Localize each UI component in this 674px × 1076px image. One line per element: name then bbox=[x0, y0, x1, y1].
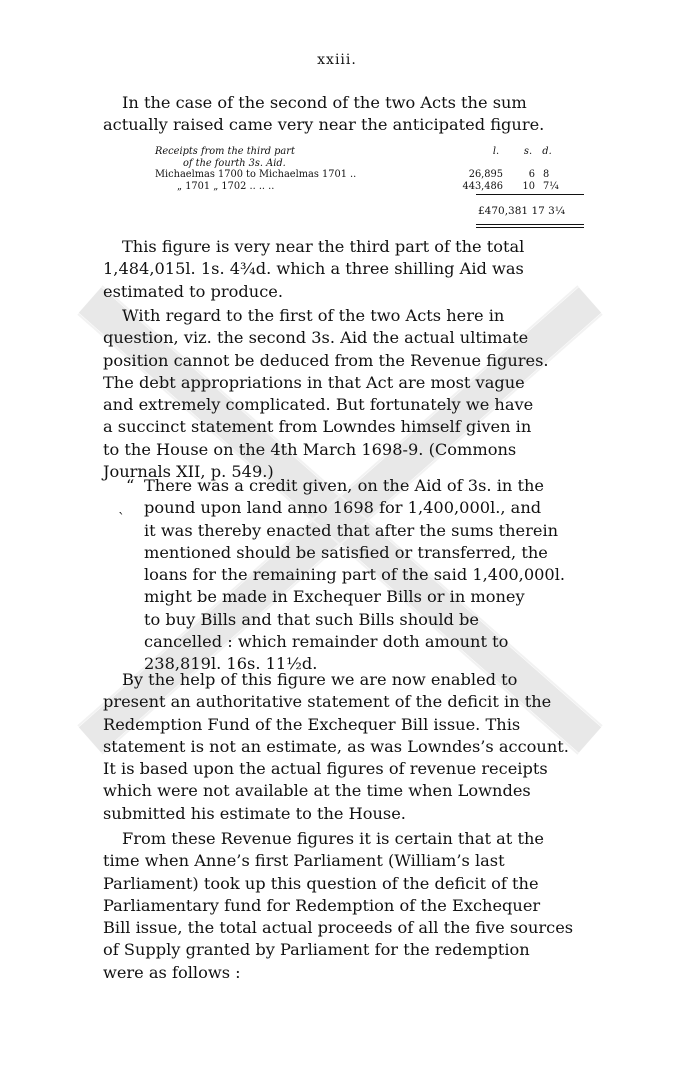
text-line: In the case of the second of the two Acts the sum bbox=[122, 93, 527, 112]
text-line: and extremely complicated. But fortunately we have bbox=[103, 395, 534, 415]
text-line: estimated to produce. bbox=[103, 281, 283, 301]
divider bbox=[476, 227, 584, 228]
text-line: to buy Bills and that such Bills should be bbox=[144, 609, 479, 629]
receipts-table bbox=[155, 146, 585, 192]
row-pounds: 26,895 bbox=[468, 169, 503, 180]
text-line: 1,484,015l. 1s. 4¾d. which a three shilling Aid was bbox=[103, 259, 524, 279]
column-header-pounds: l. bbox=[492, 146, 500, 157]
table-heading: of the fourth 3s. Aid. bbox=[183, 157, 286, 169]
text-line: which were not available at the time when Lowndes bbox=[103, 781, 531, 801]
text-line: Journals XII, p. 549.) bbox=[103, 462, 274, 482]
text-line: pound upon land anno 1698 for 1,400,000l., and bbox=[144, 498, 542, 518]
column-header-shillings: s. bbox=[523, 146, 533, 157]
text-line: Redemption Fund of the Exchequer Bill issue. This bbox=[103, 714, 521, 734]
text-line: From these Revenue figures it is certain that at the bbox=[122, 829, 544, 848]
text-line: time when Anne’s first Parliament (William’s last bbox=[103, 851, 505, 871]
text-line: Bill issue, the total actual proceeds of all the five sources bbox=[103, 918, 574, 938]
divider bbox=[476, 224, 584, 225]
text-line: The debt appropriations in that Act are most vague bbox=[103, 372, 525, 392]
stray-mark: ` bbox=[118, 511, 125, 527]
text-line: There was a credit given, on the Aid of 3s. in the bbox=[144, 476, 544, 495]
row-label: „ 1701 „ 1702 .. .. .. bbox=[177, 180, 275, 192]
row-shillings: 6 bbox=[528, 169, 535, 180]
text-line: It is based upon the actual figures of revenue receipts bbox=[103, 759, 548, 779]
divider bbox=[476, 194, 584, 195]
text-line: it was thereby enacted that after the sums therein bbox=[144, 520, 559, 540]
opening-quote-mark: “ bbox=[126, 476, 135, 495]
row-pounds: 443,486 bbox=[462, 180, 503, 192]
table-heading: Receipts from the third part bbox=[155, 146, 295, 157]
text-line: With regard to the first of the two Acts here in bbox=[122, 306, 505, 325]
table-row bbox=[155, 169, 585, 181]
column-header-pence: d. bbox=[542, 146, 552, 157]
text-line: actually raised came very near the anticipated figure. bbox=[103, 115, 545, 135]
text-line: statement is not an estimate, as was Lowndes’s account. bbox=[103, 736, 569, 756]
text-line: This figure is very near the third part of the total bbox=[122, 237, 525, 256]
table-total: £470,381 17 3¼ bbox=[478, 205, 565, 217]
text-line: By the help of this figure we are now enabled to bbox=[122, 670, 518, 689]
text-line: of Supply granted by Parliament for the redemption bbox=[103, 940, 530, 960]
text-line: cancelled : which remainder doth amount to bbox=[144, 632, 509, 652]
text-line: a succinct statement from Lowndes himself given in bbox=[103, 417, 532, 437]
text-line: were as follows : bbox=[103, 962, 241, 982]
text-line: might be made in Exchequer Bills or in money bbox=[144, 587, 525, 607]
paragraph-1 bbox=[103, 236, 581, 303]
row-pence: 7¼ bbox=[543, 180, 559, 192]
table-row bbox=[155, 181, 585, 193]
text-line: loans for the remaining part of the said 1,400,000l. bbox=[144, 565, 566, 585]
page-number: xxiii. bbox=[317, 52, 357, 68]
text-line: present an authoritative statement of the deficit in the bbox=[103, 692, 552, 712]
text-line: Parliament) took up this question of the deficit of the bbox=[103, 873, 539, 893]
text-line: to the House on the 4th March 1698-9. (Commons bbox=[103, 439, 517, 459]
paragraph-3 bbox=[103, 669, 581, 825]
text-line: mentioned should be satisfied or transferred, the bbox=[144, 542, 548, 562]
row-label: Michaelmas 1700 to Michaelmas 1701 .. bbox=[155, 169, 357, 180]
paragraph-2 bbox=[103, 305, 581, 483]
lowndes-quote bbox=[126, 475, 581, 676]
text-line: position cannot be deduced from the Revenue figures. bbox=[103, 350, 549, 370]
row-shillings: 10 bbox=[522, 180, 535, 192]
text-line: question, viz. the second 3s. Aid the actual ultimate bbox=[103, 328, 529, 348]
row-pence: 8 bbox=[543, 169, 550, 180]
intro-paragraph bbox=[103, 92, 581, 137]
text-line: submitted his estimate to the House. bbox=[103, 803, 406, 823]
paragraph-4 bbox=[103, 828, 581, 984]
text-line: Parliamentary fund for Redemption of the Exchequer bbox=[103, 895, 541, 915]
text-line: 238,819l. 16s. 11½d. bbox=[144, 654, 318, 674]
